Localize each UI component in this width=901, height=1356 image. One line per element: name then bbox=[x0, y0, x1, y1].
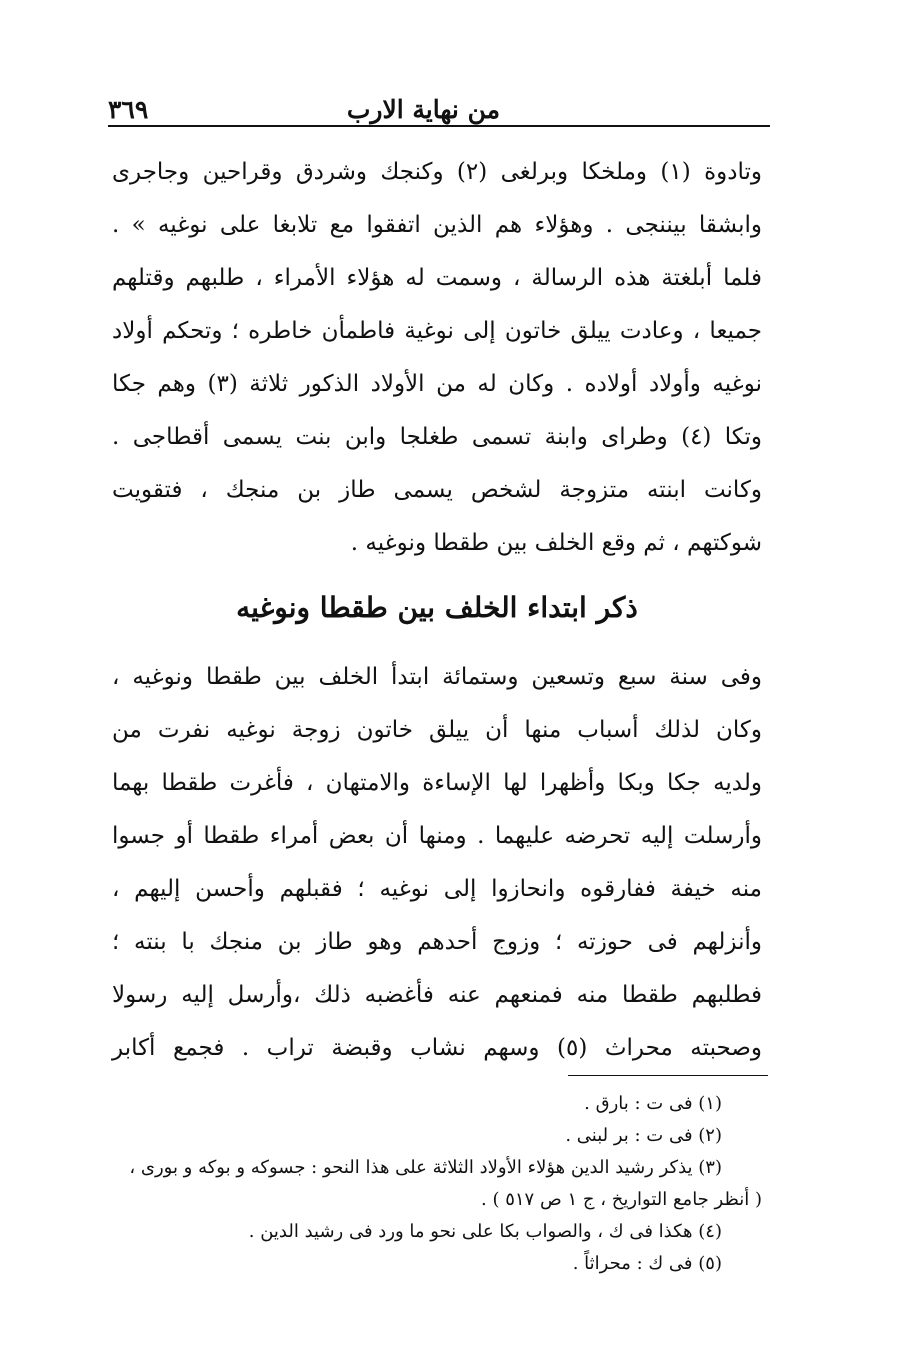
text-line: منه خيفة ففارقوه وانحازوا إلى نوغيه ؛ فقبلهم وأحسن إليهم ، bbox=[112, 876, 762, 902]
paragraph-2 bbox=[112, 651, 762, 1075]
text-line: نوغيه وأولاد أولاده . وكان له من الأولاد الذكور ثلاثة (٣) وهم جكا bbox=[112, 371, 762, 397]
text-line: وأرسلت إليه تحرضه عليهما . ومنها أن بعض أمراء طقطا أو جسوا bbox=[112, 823, 762, 849]
footnote-rule bbox=[568, 1075, 768, 1076]
text-line: فلما أبلغتة هذه الرسالة ، وسمت له هؤلاء الأمراء ، طلبهم وقتلهم bbox=[112, 265, 762, 291]
footnote-3-continued: ( أنظر جامع التواريخ ، ج ١ ص ٥١٧ ) . bbox=[481, 1189, 762, 1210]
text-line: وصحبته محراث (٥) وسهم نشاب وقبضة تراب . فجمع أكابر bbox=[112, 1035, 762, 1061]
footnote-4: (٤) هكذا فى ك ، والصواب بكا على نحو ما ورد فى رشيد الدين . bbox=[248, 1221, 722, 1242]
running-head bbox=[108, 80, 768, 124]
text-line: وكانت ابنته متزوجة لشخص يسمى طاز بن منجك ، فتقويت bbox=[112, 477, 762, 503]
text-line: وفى سنة سبع وتسعين وستمائة ابتدأ الخلف بين طقطا ونوغيه ، bbox=[112, 664, 762, 690]
text-line: وتادوة (١) وملخكا وبرلغى (٢) وكنجك وشردق وقراحين وجاجرى bbox=[112, 159, 762, 185]
text-line: فطلبهم طقطا منه فمنعهم عنه فأغضبه ذلك ،وأرسل إليه رسولا bbox=[112, 982, 762, 1008]
footnotes bbox=[112, 1088, 762, 1280]
footnote-5: (٥) فى ك : محراثاً . bbox=[572, 1253, 722, 1274]
footnote-2: (٢) فى ت : بر لبنى . bbox=[565, 1125, 722, 1146]
text-line: وابشقا بيننجى . وهؤلاء هم الذين اتفقوا مع تلابغا على نوغيه » . bbox=[112, 212, 762, 238]
paragraph-1 bbox=[112, 146, 762, 570]
text-line: وكان لذلك أسباب منها أن ييلق خاتون زوجة نوغيه نفرت من bbox=[112, 717, 762, 743]
running-title: من نهاية الارب bbox=[346, 95, 500, 124]
text-line: وتكا (٤) وطراى وابنة تسمى طغلجا وابن بنت يسمى أقطاجى . bbox=[112, 424, 762, 450]
footnote-3: (٣) يذكر رشيد الدين هؤلاء الأولاد الثلاثة على هذا النحو : جسوكه و بوكه و بورى ، bbox=[129, 1157, 722, 1178]
page-number: ٣٦٩ bbox=[108, 95, 149, 124]
text-line: وأنزلهم فى حوزته ؛ وزوج أحدهم وهو طاز بن منجك با بنته ؛ bbox=[112, 929, 762, 955]
section-heading: ذكر ابتداء الخلف بين طقطا ونوغيه bbox=[236, 591, 638, 624]
text-line: شوكتهم ، ثم وقع الخلف بين طقطا ونوغيه . bbox=[350, 530, 762, 556]
header-rule bbox=[108, 125, 770, 127]
footnote-1: (١) فى ت : بارق . bbox=[584, 1093, 722, 1114]
text-line: جميعا ، وعادت ييلق خاتون إلى نوغية فاطمأن خاطره ؛ وتحكم أولاد bbox=[112, 318, 762, 344]
text-line: ولديه جكا وبكا وأظهرا لها الإساءة والامتهان ، فأغرت طقطا بهما bbox=[112, 770, 762, 796]
